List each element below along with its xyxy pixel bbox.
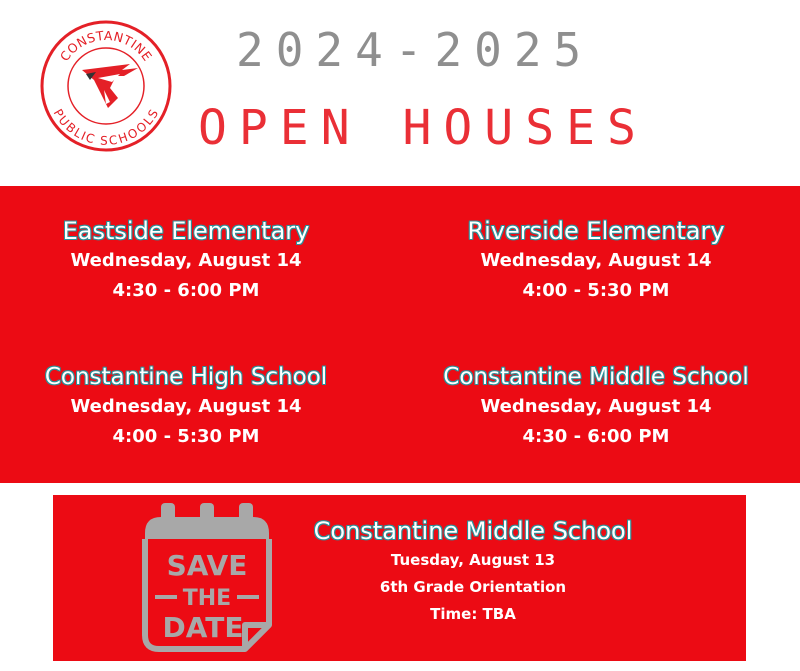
school-date: Wednesday, August 14 <box>70 396 302 417</box>
school-time: 4:30 - 6:00 PM <box>522 426 670 447</box>
school-logo <box>38 18 174 154</box>
calendar-line-1: SAVE <box>166 549 248 582</box>
save-the-date-box <box>53 495 746 661</box>
logo-text-bottom: PUBLIC SCHOOLS <box>50 106 162 148</box>
school-name: Constantine High School <box>44 364 328 390</box>
school-date: Wednesday, August 14 <box>480 250 712 271</box>
school-time: 4:00 - 5:30 PM <box>112 426 260 447</box>
calendar-line-3: DATE <box>162 611 244 644</box>
school-date: Wednesday, August 14 <box>70 250 302 271</box>
school-time: 4:30 - 6:00 PM <box>112 280 260 301</box>
school-name: Riverside Elementary <box>467 217 725 245</box>
school-name: Constantine Middle School <box>443 364 749 390</box>
calendar-line-2: THE <box>182 586 232 611</box>
logo-text-top: CONSTANTINE <box>56 27 156 64</box>
schools-band <box>0 186 800 483</box>
save-date: Tuesday, August 13 <box>390 551 556 569</box>
school-card-riverside <box>396 216 796 306</box>
save-event: 6th Grade Orientation <box>379 578 567 596</box>
save-time: Time: TBA <box>430 605 516 623</box>
save-the-date-details <box>283 515 663 628</box>
page-title: OPEN HOUSES <box>198 100 648 156</box>
school-card-high <box>0 362 386 452</box>
school-name: Eastside Elementary <box>62 217 310 245</box>
school-card-middle <box>396 362 796 452</box>
header-year: 2024-2025 <box>236 23 594 77</box>
calendar-icon <box>141 503 273 653</box>
school-date: Wednesday, August 14 <box>480 396 712 417</box>
school-time: 4:00 - 5:30 PM <box>522 280 670 301</box>
save-school-name: Constantine Middle School <box>313 517 633 545</box>
school-card-eastside <box>0 216 386 306</box>
